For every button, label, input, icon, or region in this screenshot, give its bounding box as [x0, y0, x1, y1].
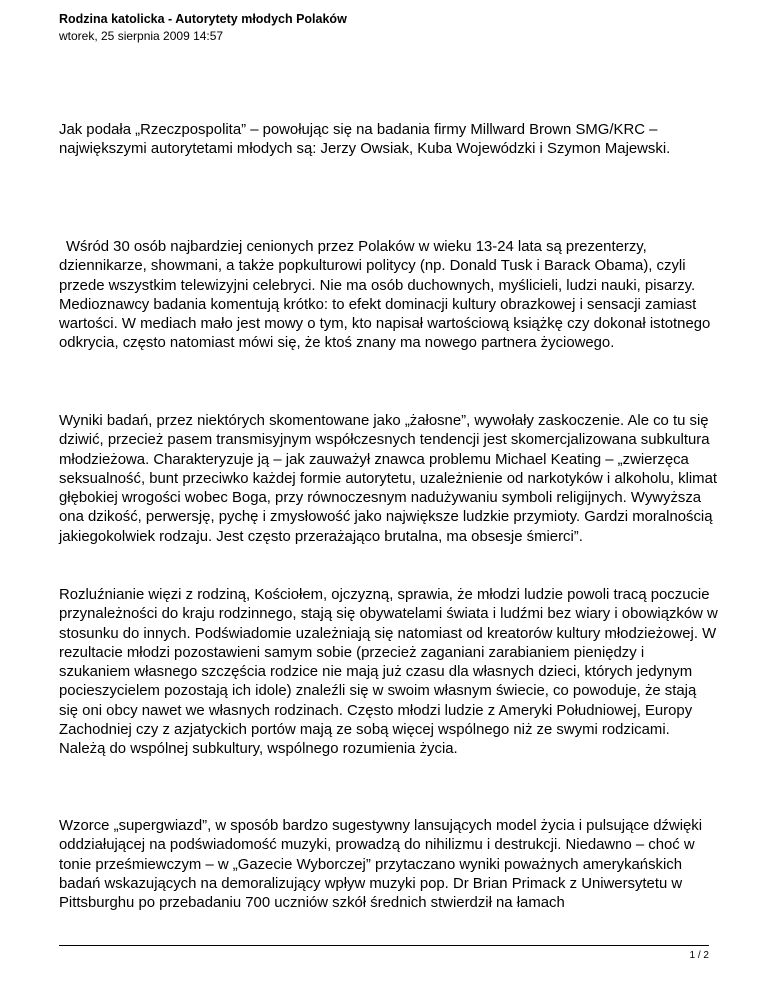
paragraph-1: Jak podała „Rzeczpospolita” – powołując się na badania firmy Millward Brown SMG/KRC – największymi autorytetami młodych są: Jerzy Owsiak, Kuba Wojewódzki i Szymon Majewski.: [59, 122, 671, 158]
document-title: Rodzina katolicka - Autorytety młodych Polaków: [59, 12, 347, 26]
document-date: wtorek, 25 sierpnia 2009 14:57: [59, 29, 224, 43]
paragraph-5: Wzorce „supergwiazd”, w sposób bardzo sugestywny lansujących model życia i pulsujące dźwięki oddziałującej na podświadomość muzyki, prowadzą do nihilizmu i destrukcji. Niedawno – choć w tonie prześmiewczym – w „Gazecie Wyborczej” przytaczano wyniki poważnych amerykańskich badań wskazujących na demoralizujący wpływ muzyki pop. Dr Brian Primack z Uniwersytetu w Pittsburghu po przebadaniu 700 uczniów szkół średnich stwierdził na łamach: [59, 818, 703, 912]
paragraph-3: Wyniki badań, przez niektórych skomentowane jako „żałosne”, wywołały zaskoczenie. Ale co tu się dziwić, przecież pasem transmisyjnym współczesnych tendencji jest skomercjalizowana subkultura młodzieżowa. Charakteryzuje ją – jak zauważył znawca problemu Michael Keating – „zwierzęca seksualność, bunt przeciwko każdej formie autorytetu, uzależnienie od narkotyków i alkoholu, klimat głębokiej wrogości wobec Boga, przy równoczesnym nadużywaniu symboli religijnych. Wywyższa ona dzikość, perwersję, pychę i zmysłowość jako największe ludzkie przymioty. Gardzi moralnością jakiegokolwiek rodzaju. Jest często przerażająco brutalna, ma obsesje śmierci”.: [59, 413, 718, 545]
footer-divider: [59, 945, 709, 946]
page-number: 1 / 2: [689, 950, 709, 961]
paragraph-2: Wśród 30 osób najbardziej cenionych przez Polaków w wieku 13-24 lata są prezenterzy, dziennikarze, showmani, a także popkulturowi politycy (np. Donald Tusk i Barack Obama), czyli przede wszystkim telewizyjni celebryci. Nie ma osób duchownych, myślicieli, ludzi nauki, pisarzy. Medioznawcy badania komentują krótko: to efekt dominacji kultury obrazkowej i sensacji zamiast wartości. W mediach mało jest mowy o tym, kto napisał wartościową książkę czy dokonał istotnego odkrycia, często natomiast mówi się, że ktoś znany ma nowego partnera życiowego.: [59, 239, 711, 352]
paragraph-4: Rozluźnianie więzi z rodziną, Kościołem, ojczyzną, sprawia, że młodzi ludzie powoli tracą poczucie przynależności do kraju rodzinnego, stają się obywatelami świata i ludźmi bez wiary i obowiązków w stosunku do innych. Podświadomie uzależniają się natomiast od kreatorów kultury młodzieżowej. W rezultacie młodzi pozostawieni samym sobie (przecież zaganiani zarabianiem pieniędzy i szukaniem własnego szczęścia rodzice nie mają już czasu dla własnych dzieci, których jedynym pocieszycielem pozostają ich idole) znaleźli się w swoim własnym świecie, co powoduje, że stają się oni obcy nawet we własnych rodzinach. Często młodzi ludzie z Ameryki Południowej, Europy Zachodniej czy z azjatyckich portów mają ze sobą więcej wspólnego niż ze swymi rodzicami. Należą do wspólnej subkultury, wspólnego rozumienia życia.: [59, 587, 718, 758]
